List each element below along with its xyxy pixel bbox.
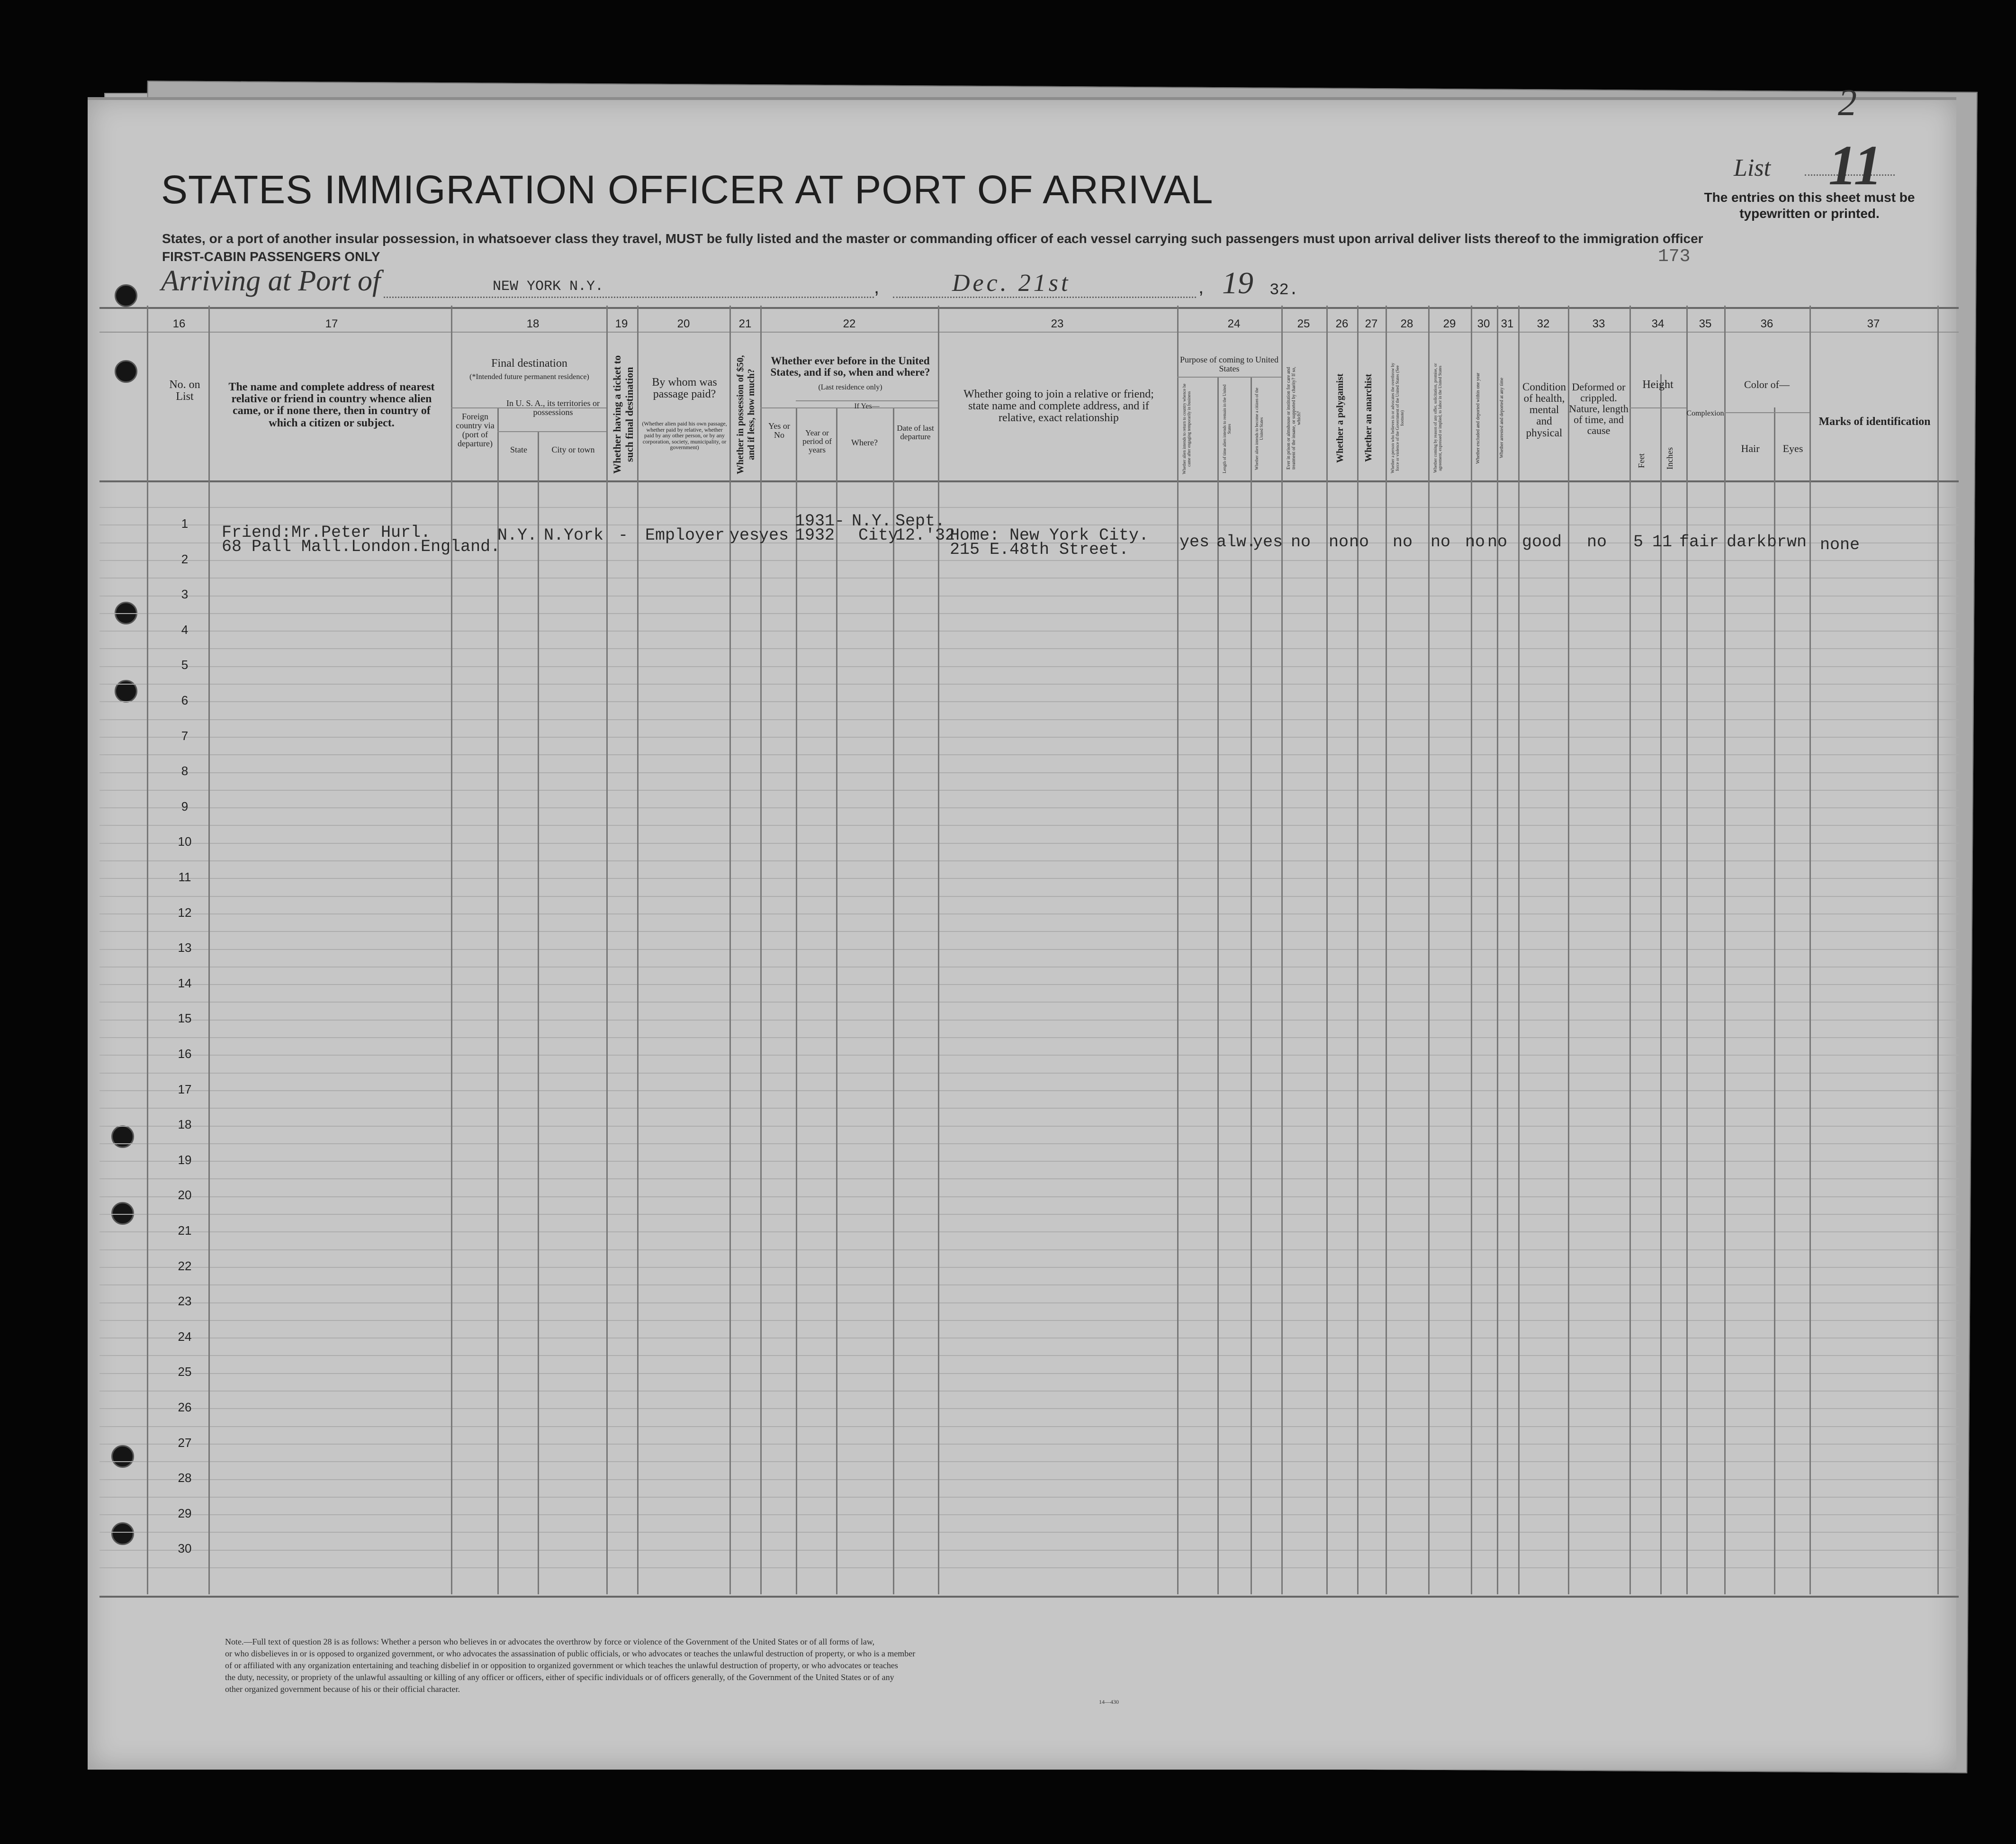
col-33-header: Deformed or crippled. Nature, length of time, and cause [1569, 381, 1629, 437]
entry-where-2: City [858, 526, 899, 545]
punch-hole [111, 1445, 134, 1468]
col-rule [1428, 306, 1430, 1594]
ruled-line [99, 1090, 1959, 1091]
footnote-line: other organized government because of his or their official character. [225, 1684, 460, 1694]
col-rule [1326, 306, 1328, 1594]
year-suffix: 32. [1269, 281, 1299, 299]
entry-labor-offer: no [1431, 533, 1451, 551]
col-rule [1809, 306, 1811, 1594]
column-number: 17 [325, 317, 338, 330]
entry-eyes: brwn [1767, 533, 1807, 551]
column-number: 36 [1760, 317, 1773, 330]
ruled-line [99, 878, 1959, 879]
row-number: 6 [181, 693, 189, 707]
column-number: 19 [615, 317, 628, 330]
col-20-title: By whom was passage paid? [652, 376, 717, 401]
col-22-yesno: Yes or No [768, 421, 790, 440]
col-18-state: State [510, 445, 527, 454]
col-rule [1774, 407, 1775, 1594]
col-rule [893, 407, 894, 1594]
col-34-feet: Feet [1637, 453, 1646, 468]
col-23-header: Whether going to join a relative or friend; state name and complete address, and if relative, exact relationship [963, 388, 1154, 425]
entry-friend-line2: 68 Pall Mall.London.England. [222, 537, 501, 556]
ruled-line [99, 949, 1959, 950]
col-rule [796, 407, 797, 1594]
port-underline [384, 297, 874, 298]
entry-years-2: 1932 [795, 526, 835, 545]
form-subtitle: States, or a port of another insular possession, in whatsoever class they travel, MUST be fully listed and the master or commanding officer of each vessel carrying such passengers must upon arrival deliver lists thereof to the immigration officer [162, 231, 1703, 246]
ruled-line [99, 719, 1959, 720]
col-17-header: The name and complete address of nearest relative or friend in country whence alien came, or if none there, then in country of which a citizen or subject. [228, 381, 435, 429]
row-number: 19 [178, 1152, 192, 1167]
ruled-line [99, 613, 1959, 614]
col-18-foreign: Foreign country via (port of departure) [456, 412, 495, 448]
col-rule [147, 306, 148, 1594]
ruled-line [99, 1214, 1959, 1215]
ruled-line [99, 1550, 1959, 1551]
ruled-line [99, 1231, 1959, 1232]
ruled-line [99, 1426, 1959, 1427]
row-number: 13 [178, 940, 192, 955]
ruled-line [99, 1196, 1959, 1197]
entry-ticket: - [618, 526, 629, 545]
row-number: 17 [178, 1082, 192, 1096]
column-number-rule [99, 332, 1959, 333]
column-number: 18 [526, 317, 540, 330]
col-rule [1568, 306, 1569, 1594]
ruled-line [99, 1126, 1959, 1127]
passenger-class: FIRST-CABIN PASSENGERS ONLY [162, 249, 380, 264]
col-18-usa: In U. S. A., its territories or possessions [506, 398, 600, 417]
entry-excluded: no [1465, 533, 1485, 551]
column-number: 29 [1443, 317, 1456, 330]
row-number: 14 [178, 976, 192, 990]
col-32-header: Condition of health, mental and physical [1522, 381, 1566, 439]
ruled-line [99, 1284, 1959, 1285]
ruled-line [99, 1302, 1959, 1303]
column-number: 28 [1400, 317, 1413, 330]
column-number: 32 [1537, 317, 1550, 330]
ruled-line [99, 825, 1959, 826]
row-number: 8 [181, 764, 189, 778]
ruled-line [99, 1073, 1959, 1074]
entry-where-1: N.Y. [852, 512, 892, 531]
col-rule [497, 407, 499, 1594]
ruled-line [99, 596, 1959, 597]
corner-page-mark: 2 [1838, 82, 1857, 124]
ruled-line [99, 1497, 1959, 1498]
col-rule [938, 306, 939, 1594]
col-rule [1386, 306, 1387, 1594]
column-number: 20 [677, 317, 690, 330]
row-number: 18 [178, 1117, 192, 1132]
ruled-line [99, 1532, 1959, 1533]
ruled-line [99, 1391, 1959, 1392]
col-18-subtitle: (*Intended future permanent residence) [469, 373, 589, 381]
col-22-title: Whether ever before in the United States, and if so, when and where? [770, 355, 930, 379]
footnote-line: the duty, necessity, or propriety of the unlawful assaulting or killing of any officer or officers, either of specific individuals or of officers generally, of the Government of the United States or of any [225, 1672, 894, 1682]
entry-arrested: no [1487, 533, 1508, 551]
arriving-label: Arriving at Port of [161, 265, 381, 297]
ruled-line [99, 754, 1959, 755]
col-35-header: Complexion [1686, 409, 1724, 417]
row-number: 2 [181, 551, 189, 566]
col-36-title: Color of— [1744, 379, 1790, 390]
row-number: 20 [178, 1188, 192, 1202]
entry-deformed: no [1587, 533, 1607, 551]
col-rule [1177, 306, 1179, 1594]
col-rule [1937, 306, 1939, 1594]
col-rule [729, 306, 731, 1594]
col-rule [1660, 374, 1662, 1594]
ruled-line [99, 1444, 1959, 1445]
col-27-header: Whether an anarchist [1363, 374, 1374, 462]
row-number: 30 [178, 1541, 192, 1556]
ruled-line [99, 807, 1959, 808]
column-number: 30 [1477, 317, 1490, 330]
ruled-line [99, 790, 1959, 791]
year-prefix: 19 [1222, 266, 1253, 300]
punch-hole [111, 1202, 134, 1225]
col-34-inches: Inches [1665, 447, 1674, 470]
ruled-line [99, 1267, 1959, 1268]
entry-join-1: Home: New York City. [950, 526, 1149, 545]
form-number: 14—430 [1099, 1699, 1119, 1705]
ruled-line [99, 1249, 1959, 1250]
col-25-header: Ever in prison or almshouse or institution for care and treatment of the insane, or supported by charity? If so, which? [1286, 367, 1302, 470]
row-number: 15 [178, 1011, 192, 1026]
col-rule [1471, 306, 1472, 1594]
table-bottom-rule [99, 1596, 1959, 1598]
col-22-ifyes: If Yes— [854, 402, 880, 410]
col-22-where: Where? [851, 438, 878, 447]
entry-join-2: 215 E.48th Street. [950, 540, 1129, 559]
subheader-rule [1724, 412, 1809, 413]
ruled-line [99, 666, 1959, 667]
col-rule [1217, 377, 1219, 1594]
column-number: 21 [738, 317, 752, 330]
subheader-rule [1629, 407, 1686, 408]
ruled-line [99, 1037, 1959, 1038]
row-number: 27 [178, 1435, 192, 1450]
entry-money: yes [729, 526, 760, 545]
col-28-header: Whether a person who believes in or advocates the overthrow by force or violence of the Government of the United States (See footnote) [1390, 362, 1404, 474]
entry-length-stay: alw. [1216, 533, 1257, 551]
row-number: 16 [178, 1047, 192, 1061]
row-number: 1 [181, 516, 189, 531]
punch-hole [111, 1522, 134, 1545]
ruled-line [99, 860, 1959, 861]
ruled-line [99, 737, 1959, 738]
col-rule [760, 306, 762, 1594]
entry-polygamist: no [1329, 533, 1349, 551]
subheader-rule [497, 431, 606, 432]
ruled-line [99, 1408, 1959, 1409]
arrival-date: Dec. 21st [952, 270, 1071, 297]
ruled-line [99, 1020, 1959, 1021]
row-number: 4 [181, 622, 189, 637]
col-rule [637, 306, 639, 1594]
col-rule [1251, 377, 1252, 1594]
row-number: 28 [178, 1471, 192, 1485]
entry-friend-line1: Friend:Mr.Peter Hurl. [222, 523, 431, 542]
ruled-line [99, 1320, 1959, 1321]
col-rule [836, 407, 837, 1594]
column-number: 24 [1227, 317, 1241, 330]
ruled-line [99, 984, 1959, 985]
col-24-length: Length of time alien intends to remain in the United States [1222, 384, 1232, 473]
ruled-line [99, 648, 1959, 649]
row-number: 23 [178, 1294, 192, 1309]
col-18-city: City or town [551, 445, 595, 454]
ruled-line [99, 1479, 1959, 1480]
col-rule [1629, 306, 1631, 1594]
col-20-note: (Whether alien paid his own passage, whether paid by relative, whether paid by any other person, or by any corporation, society, municipality, or government) [642, 420, 727, 451]
list-number: 11 [1828, 134, 1882, 197]
entry-advocate: no [1393, 533, 1413, 551]
footnote-line: or who disbelieves in or is opposed to organized government, or who advocates the assassination of public officials, or who advocates or teaches the unlawful destruction of property, or who is a member [225, 1649, 916, 1658]
col-18-title: Final destination [491, 357, 567, 370]
row-number: 22 [178, 1258, 192, 1273]
manifest-sheet [88, 97, 1956, 1770]
col-rule [1497, 306, 1498, 1594]
ruled-line [99, 1161, 1959, 1162]
entry-citizen: yes [1253, 533, 1283, 551]
table-top-rule [99, 307, 1959, 309]
ruled-line [99, 507, 1959, 508]
col-22-date: Date of last departure [897, 424, 934, 441]
row-number: 25 [178, 1365, 192, 1379]
col-24-citizen: Whether alien intends to become a citizen of the United States [1254, 388, 1264, 470]
entry-health: good [1522, 533, 1562, 551]
col-rule [1357, 306, 1359, 1594]
row-number: 10 [178, 834, 192, 849]
ruled-line [99, 1355, 1959, 1356]
port-comma: , [874, 277, 880, 298]
entry-anarchist: no [1349, 533, 1369, 551]
row-number: 11 [178, 870, 191, 884]
row-number: 5 [181, 658, 189, 672]
col-rule [1724, 306, 1726, 1594]
ruled-line [99, 896, 1959, 897]
entry-city: N.York [544, 526, 604, 545]
entry-paid-by: Employer [645, 526, 725, 545]
typewritten-note: The entries on this sheet must be typewritten or printed. [1704, 190, 1915, 221]
footnote-line: of or affiliated with any organization entertaining and teaching disbelief in or opposition to organized government or which teaches the unlawful destruction of property, or who advocates or teaches [225, 1661, 898, 1670]
col-21-header: Whether in possession of $50, and if less, how much? [735, 355, 756, 474]
ruled-line [99, 684, 1959, 685]
col-29-header: Whether coming by reason of any offer, solicitation, promise, or agreement, expressed or implied, to labor in the United States [1433, 363, 1442, 473]
col-24-return: Whether alien intends to return to country whence he came after engaging temporarily in business [1182, 383, 1191, 474]
entry-departure-1: Sept. [895, 512, 945, 531]
entry-hair: dark [1727, 533, 1767, 551]
col-36-hair: Hair [1741, 443, 1760, 454]
list-label: List [1734, 154, 1771, 181]
punch-hole [115, 284, 137, 307]
punch-hole [111, 1125, 134, 1148]
col-31-header: Whether arrested and deported at any time [1499, 378, 1504, 459]
ruled-line [99, 772, 1959, 773]
column-number: 16 [172, 317, 186, 330]
entry-prison: no [1291, 533, 1311, 551]
form-title: STATES IMMIGRATION OFFICER AT PORT OF ARRIVAL [161, 167, 1214, 212]
column-number: 33 [1592, 317, 1605, 330]
col-19-header: Whether having a ticket to such final destination [611, 355, 635, 474]
ruled-line [99, 701, 1959, 702]
column-number: 35 [1699, 317, 1712, 330]
entry-departure-2: 12.'32 [895, 526, 955, 545]
column-number: 34 [1651, 317, 1665, 330]
sheet-top-edge [88, 97, 1956, 100]
ruled-line [99, 843, 1959, 844]
header-bottom-rule [99, 480, 1959, 482]
port-value: NEW YORK N.Y. [493, 279, 604, 295]
col-22-year: Year or period of years [802, 428, 832, 454]
footnote-line: Note.—Full text of question 28 is as follows: Whether a person who believes in or advocates the overthrow by force or violence of the Government of the United States or of all forms of law, [225, 1637, 875, 1646]
ruled-line [99, 1373, 1959, 1374]
col-rule [538, 431, 539, 1594]
ruled-line [99, 1143, 1959, 1144]
entry-years-1: 1931- [795, 512, 845, 531]
stamp-number: 173 [1658, 246, 1691, 267]
entry-complexion: fair [1679, 533, 1719, 551]
ruled-line [99, 631, 1959, 632]
ruled-line [99, 560, 1959, 561]
col-34-title: Height [1642, 379, 1674, 391]
col-16-header: No. on List [169, 379, 200, 403]
ruled-line [99, 1055, 1959, 1056]
ruled-line [99, 1514, 1959, 1515]
col-26-header: Whether a polygamist [1335, 373, 1345, 463]
column-number: 25 [1297, 317, 1310, 330]
row-number: 21 [178, 1223, 192, 1238]
col-rule [1281, 306, 1283, 1594]
column-number: 37 [1867, 317, 1880, 330]
ruled-line [99, 913, 1959, 914]
column-number: 26 [1335, 317, 1349, 330]
row-number: 12 [178, 905, 192, 920]
col-24-title: Purpose of coming to United States [1180, 355, 1278, 373]
column-number: 22 [843, 317, 856, 330]
entry-purpose-return: yes [1179, 533, 1210, 551]
col-rule [451, 306, 452, 1594]
entry-before-us: yes [759, 526, 789, 545]
entry-state: N.Y. [497, 526, 538, 545]
ruled-line [99, 1108, 1959, 1109]
ruled-line [99, 1002, 1959, 1003]
col-36-eyes: Eyes [1782, 443, 1803, 454]
ruled-line [99, 578, 1959, 579]
subheader-rule [796, 400, 938, 401]
subheader-rule [1177, 377, 1281, 378]
entry-feet: 5 [1633, 533, 1644, 551]
ruled-line [99, 1567, 1959, 1568]
row-number: 3 [181, 587, 189, 602]
col-37-header: Marks of identification [1818, 416, 1931, 428]
col-22-sub: (Last residence only) [818, 383, 882, 391]
col-30-header: Whether excluded and deported within one year [1476, 372, 1481, 464]
column-number: 27 [1365, 317, 1378, 330]
ruled-line [99, 1461, 1959, 1462]
entry-inches: 11 [1652, 533, 1673, 551]
date-comma: , [1198, 277, 1204, 298]
col-rule [606, 306, 608, 1594]
row-number: 26 [178, 1400, 192, 1414]
col-rule [1518, 306, 1520, 1594]
column-number: 23 [1051, 317, 1064, 330]
col-rule [1686, 306, 1688, 1594]
row-number: 29 [178, 1506, 192, 1520]
ruled-line [99, 1178, 1959, 1179]
row-number: 7 [181, 728, 189, 743]
punch-hole [115, 360, 137, 383]
column-number: 31 [1501, 317, 1514, 330]
row-number: 9 [181, 799, 189, 814]
row-number: 24 [178, 1329, 192, 1344]
entry-marks: none [1820, 535, 1860, 554]
ruled-line [99, 931, 1959, 932]
